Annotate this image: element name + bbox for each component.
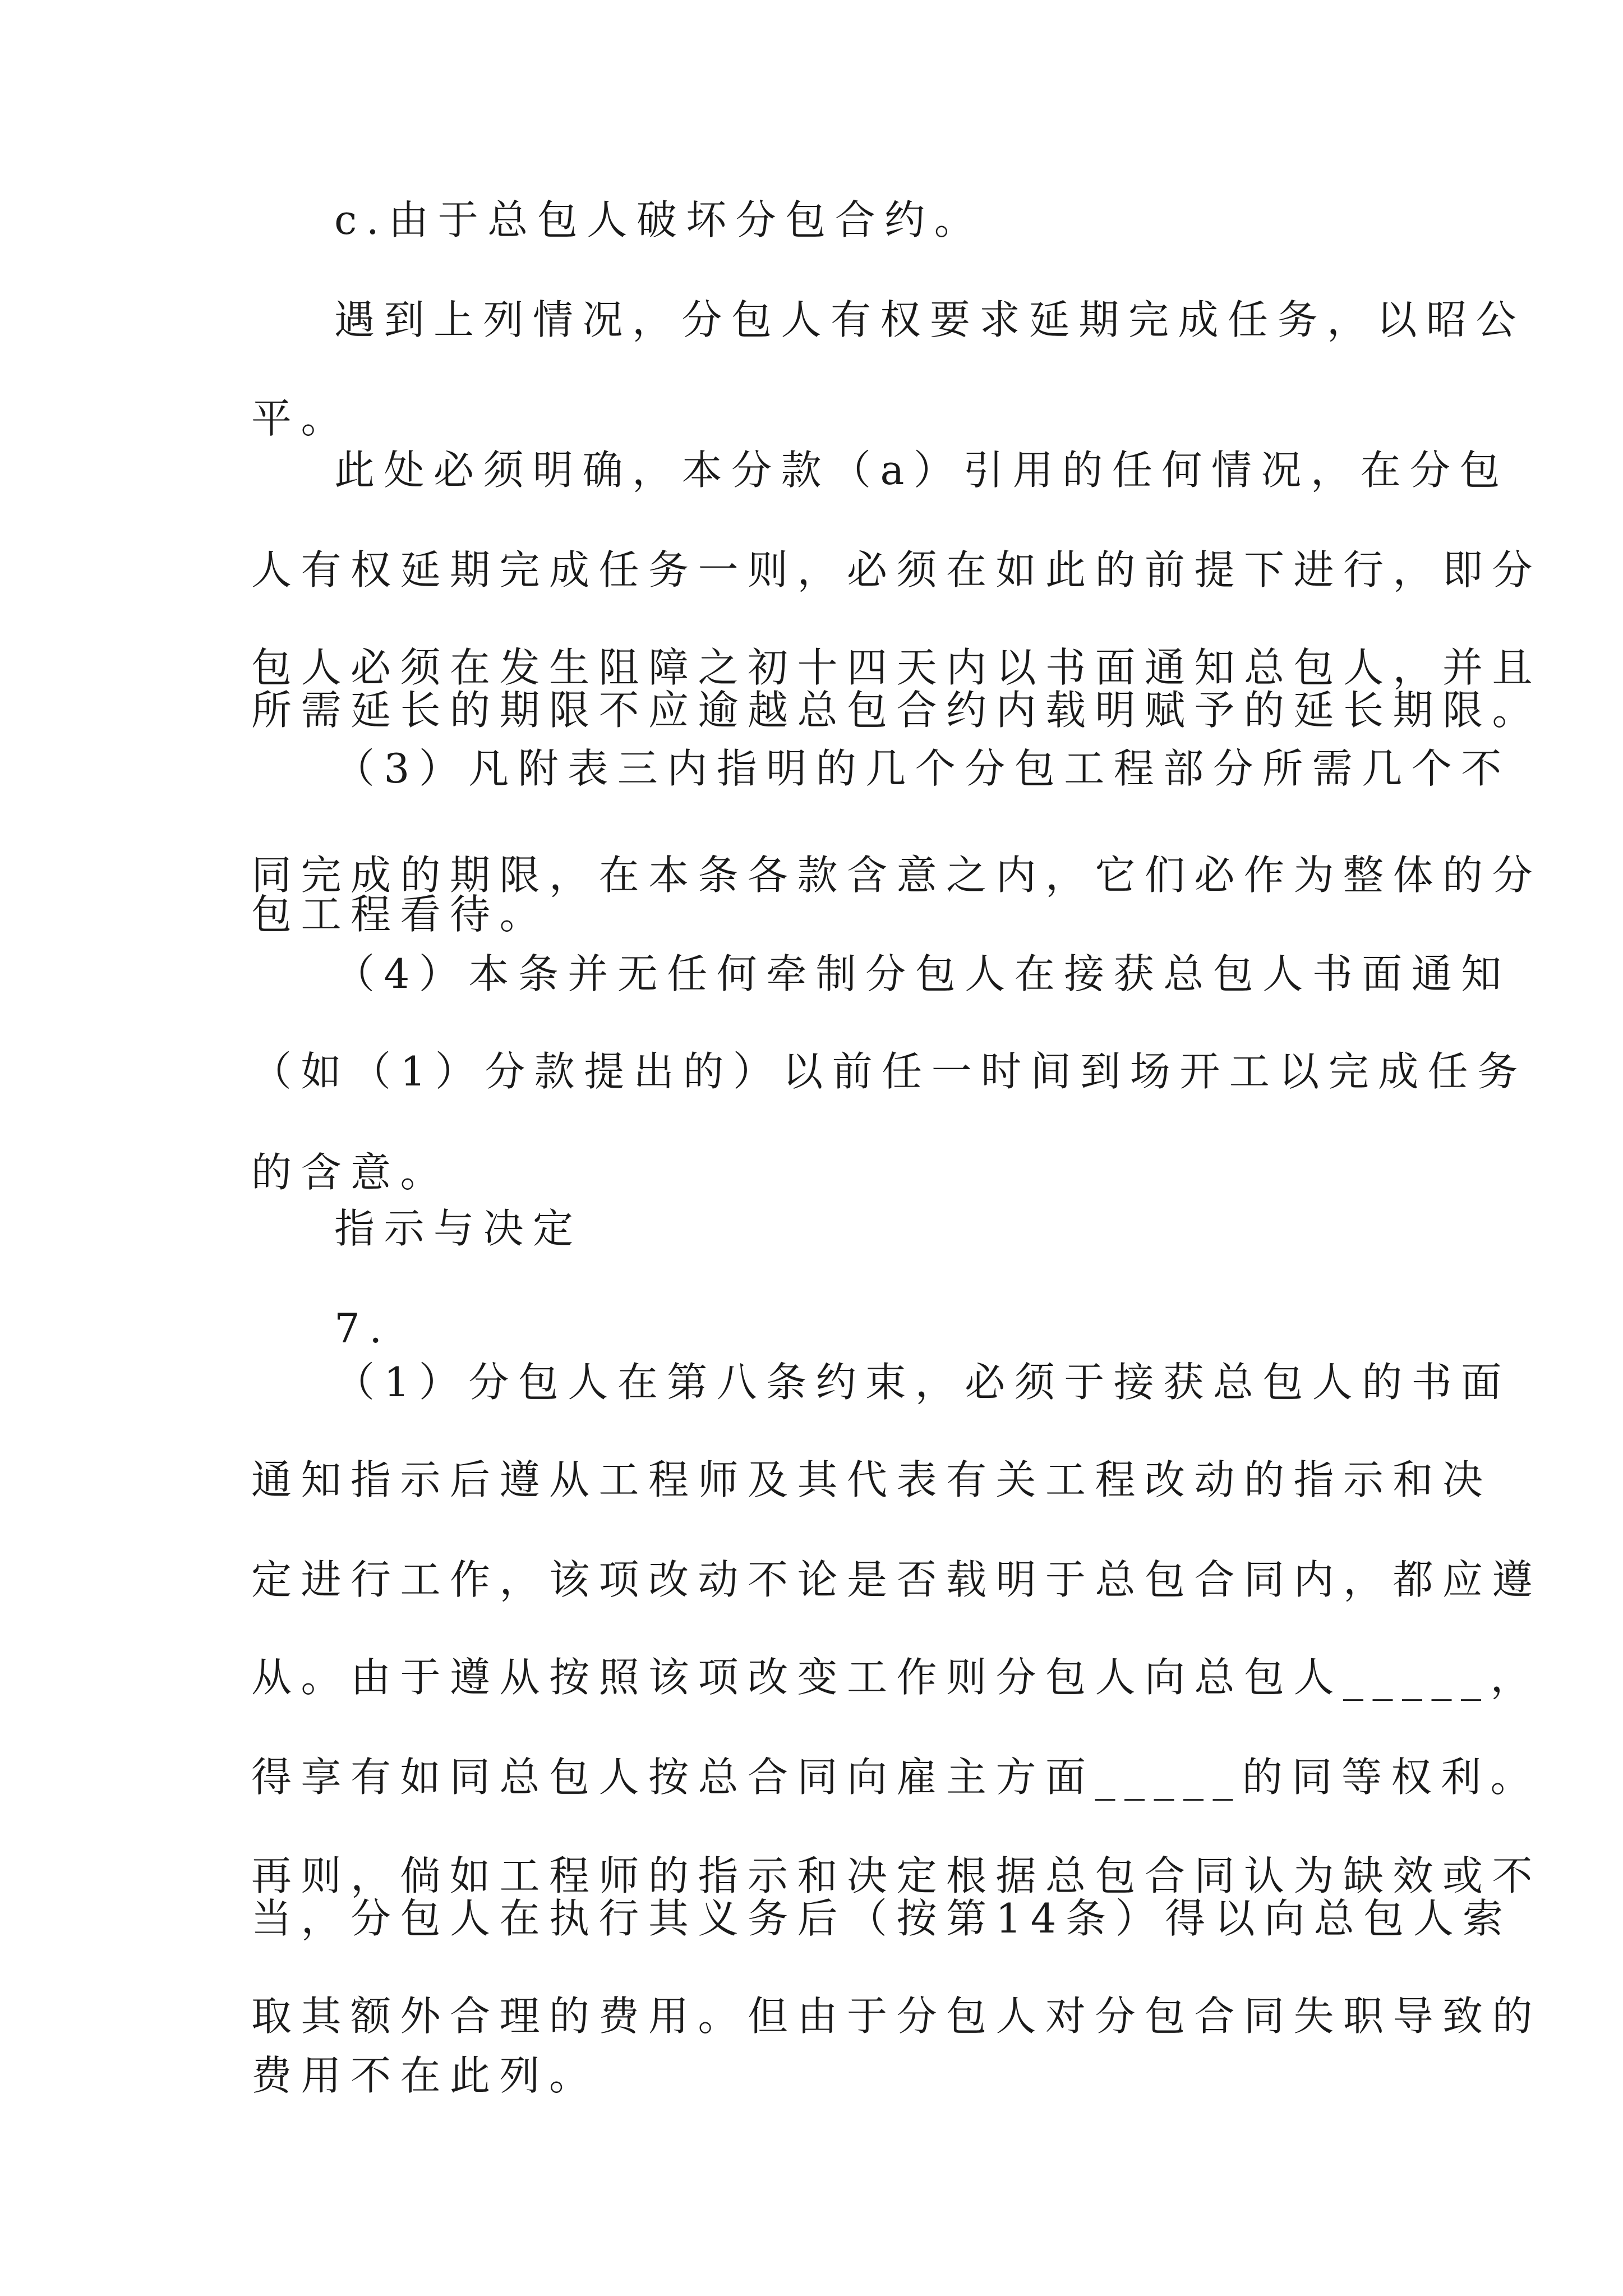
text-line: （3）凡附表三内指明的几个分包工程部分所需几个不	[334, 745, 1511, 792]
text-line: 得享有如同总包人按总合同向雇主方面_____的同等权利。	[251, 1754, 1541, 1801]
text-line: 此处必须明确，本分款（a）引用的任何情况，在分包	[334, 447, 1509, 494]
text-line: c.由于总包人破坏分包合约。	[334, 196, 984, 243]
text-line: 取其额外合理的费用。但由于分包人对分包合同失职导致的	[251, 1993, 1542, 2040]
text-line: 通知指示后遵从工程师及其代表有关工程改动的指示和决	[251, 1456, 1492, 1503]
text-line: （4）本条并无任何牵制分包人在接获总包人书面通知	[334, 950, 1511, 997]
text-line: 人有权延期完成任务一则，必须在如此的前提下进行，即分	[251, 546, 1542, 593]
text-line: 的含意。	[251, 1149, 450, 1196]
section-number: 7.	[334, 1305, 391, 1352]
text-line: 同完成的期限，在本条各款含意之内，它们必作为整体的分	[251, 852, 1542, 899]
text-line: 平。	[251, 395, 351, 442]
text-line: 定进行工作，该项改动不论是否载明于总包合同内，都应遵	[251, 1556, 1542, 1603]
text-line: 费用不在此列。	[251, 2052, 599, 2099]
text-line: 所需延长的期限不应逾越总包合约内载明赋予的延长期限。	[251, 687, 1542, 734]
text-line: 从。由于遵从按照该项改变工作则分包人向总包人_____，	[251, 1654, 1541, 1701]
section-heading: 指示与决定	[334, 1205, 583, 1252]
text-line: （1）分包人在第八条约束，必须于接获总包人的书面	[334, 1359, 1511, 1406]
text-line: 遇到上列情况，分包人有权要求延期完成任务，以昭公	[334, 296, 1526, 343]
text-line: 当，分包人在执行其义务后（按第14条）得以向总包人索	[251, 1895, 1513, 1942]
text-line: 包工程看待。	[251, 891, 550, 938]
text-line: 再则，倘如工程师的指示和决定根据总包合同认为缺效或不	[251, 1852, 1542, 1899]
text-line: 包人必须在发生阻障之初十四天内以书面通知总包人，并且	[251, 644, 1542, 691]
text-line: （如（1）分款提出的）以前任一时间到场开工以完成任务	[251, 1048, 1527, 1095]
